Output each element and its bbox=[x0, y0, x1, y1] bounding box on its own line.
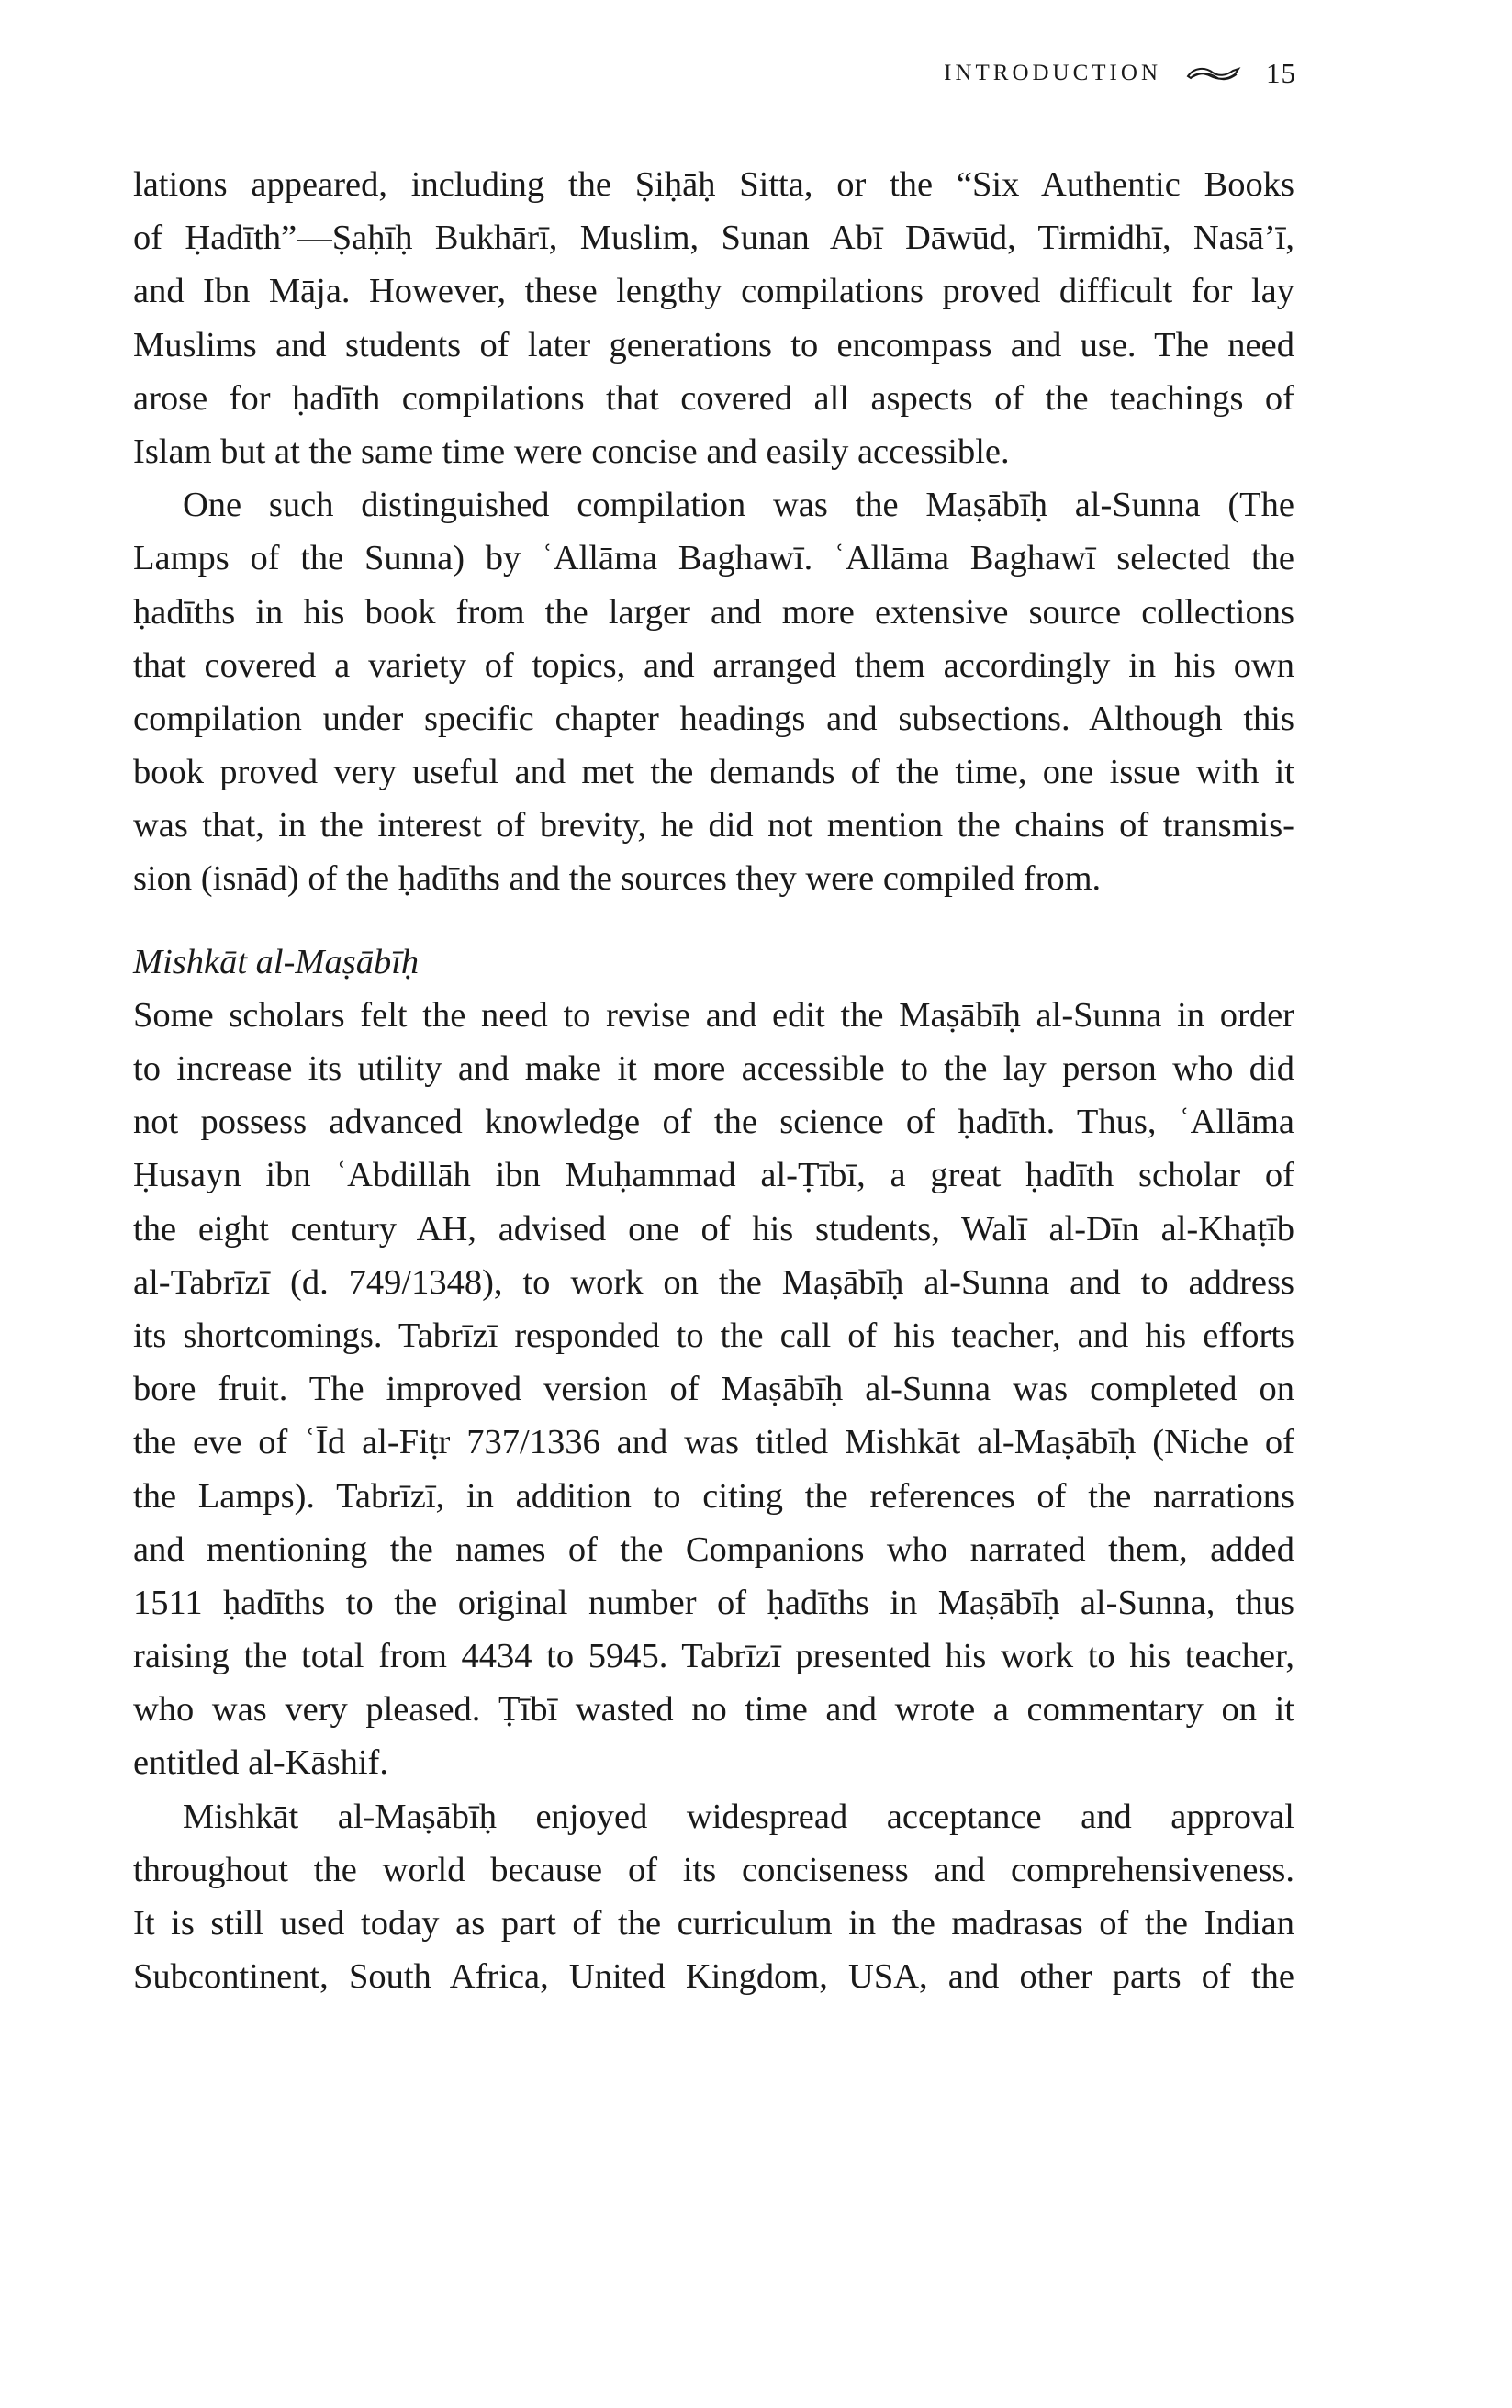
text-line: It is still used today as part of the curriculum in the madrasas of the Indian bbox=[133, 1904, 1294, 1943]
text-line: its shortcomings. Tabrīzī responded to the call of his teacher, and his efforts bbox=[133, 1316, 1294, 1355]
paragraph-3 bbox=[133, 989, 1294, 1790]
text-line: Subcontinent, South Africa, United Kingdom, USA, and other parts of the bbox=[133, 1957, 1294, 1997]
paragraph-4 bbox=[133, 1790, 1294, 2004]
ornament-icon bbox=[1185, 63, 1242, 84]
text-line: and mentioning the names of the Companions who narrated them, added bbox=[133, 1529, 1294, 1569]
section-heading: Mishkāt al-Maṣābīḥ bbox=[133, 942, 420, 981]
text-line: arose for ḥadīth compilations that covered all aspects of the teachings of bbox=[133, 378, 1294, 418]
text-line: al-Tabrīzī (d. 749/1348), to work on the Maṣābīḥ al-Sunna and to address bbox=[133, 1262, 1294, 1302]
text-line: Lamps of the Sunna) by ʿAllāma Baghawī. ʿAllāma Baghawī selected the bbox=[133, 539, 1294, 578]
text-line: ḥadīths in his book from the larger and more extensive source collections bbox=[133, 592, 1294, 632]
text-line: sion (isnād) of the ḥadīths and the sources they were compiled from. bbox=[133, 859, 1102, 899]
paragraph-1 bbox=[133, 158, 1294, 478]
page-number: 15 bbox=[1266, 57, 1296, 89]
text-line: compilation under specific chapter headings and subsections. Although this bbox=[133, 699, 1294, 738]
text-line: of Ḥadīth”—Ṣaḥīḥ Bukhārī, Muslim, Sunan Abī Dāwūd, Tirmidhī, Nasā’ī, bbox=[133, 218, 1294, 258]
text-line: and Ibn Māja. However, these lengthy compilations proved difficult for lay bbox=[133, 272, 1294, 311]
text-line: Muslims and students of later generations to encompass and use. The need bbox=[133, 325, 1294, 364]
text-line: to increase its utility and make it more accessible to the lay person who did bbox=[133, 1049, 1294, 1088]
text-line: 1511 ḥadīths to the original number of ḥadīths in Maṣābīḥ al-Sunna, thus bbox=[133, 1583, 1294, 1622]
text-line: One such distinguished compilation was the Maṣābīḥ al-Sunna (The bbox=[183, 486, 1294, 525]
body-text bbox=[133, 158, 1294, 2003]
text-line: the eve of ʿĪd al-Fiṭr 737/1336 and was titled Mishkāt al-Maṣābīḥ (Niche of bbox=[133, 1423, 1294, 1462]
text-line: the eight century AH, advised one of his students, Walī al-Dīn al-Khaṭīb bbox=[133, 1209, 1294, 1249]
text-line: lations appeared, including the Ṣiḥāḥ Sitta, or the “Six Authentic Books bbox=[133, 165, 1294, 204]
text-line: not possess advanced knowledge of the science of ḥadīth. Thus, ʿAllāma bbox=[133, 1103, 1294, 1142]
running-head-title: INTRODUCTION bbox=[944, 61, 1161, 85]
text-line: book proved very useful and met the demands of the time, one issue with it bbox=[133, 753, 1294, 792]
text-line: bore fruit. The improved version of Maṣābīḥ al-Sunna was completed on bbox=[133, 1370, 1294, 1409]
text-line: Islam but at the same time were concise and easily accessible. bbox=[133, 431, 1010, 471]
text-line: Ḥusayn ibn ʿAbdillāh ibn Muḥammad al-Ṭībī, a great ḥadīth scholar of bbox=[133, 1156, 1294, 1195]
paragraph-2 bbox=[133, 478, 1294, 906]
text-line: raising the total from 4434 to 5945. Tabrīzī presented his work to his teacher, bbox=[133, 1637, 1294, 1676]
running-head bbox=[944, 57, 1296, 90]
text-line: throughout the world because of its conciseness and comprehensiveness. bbox=[133, 1850, 1294, 1889]
text-line: Mishkāt al-Maṣābīḥ enjoyed widespread acceptance and approval bbox=[183, 1797, 1294, 1836]
text-line: that covered a variety of topics, and arranged them accordingly in his own bbox=[133, 645, 1294, 685]
text-line: the Lamps). Tabrīzī, in addition to citing the references of the narrations bbox=[133, 1476, 1294, 1516]
text-line: who was very pleased. Ṭībī wasted no time and wrote a commentary on it bbox=[133, 1690, 1294, 1730]
text-line: was that, in the interest of brevity, he did not mention the chains of transmis- bbox=[133, 806, 1294, 846]
text-line: entitled al-Kāshif. bbox=[133, 1743, 388, 1783]
text-line: Some scholars felt the need to revise and edit the Maṣābīḥ al-Sunna in order bbox=[133, 995, 1294, 1035]
